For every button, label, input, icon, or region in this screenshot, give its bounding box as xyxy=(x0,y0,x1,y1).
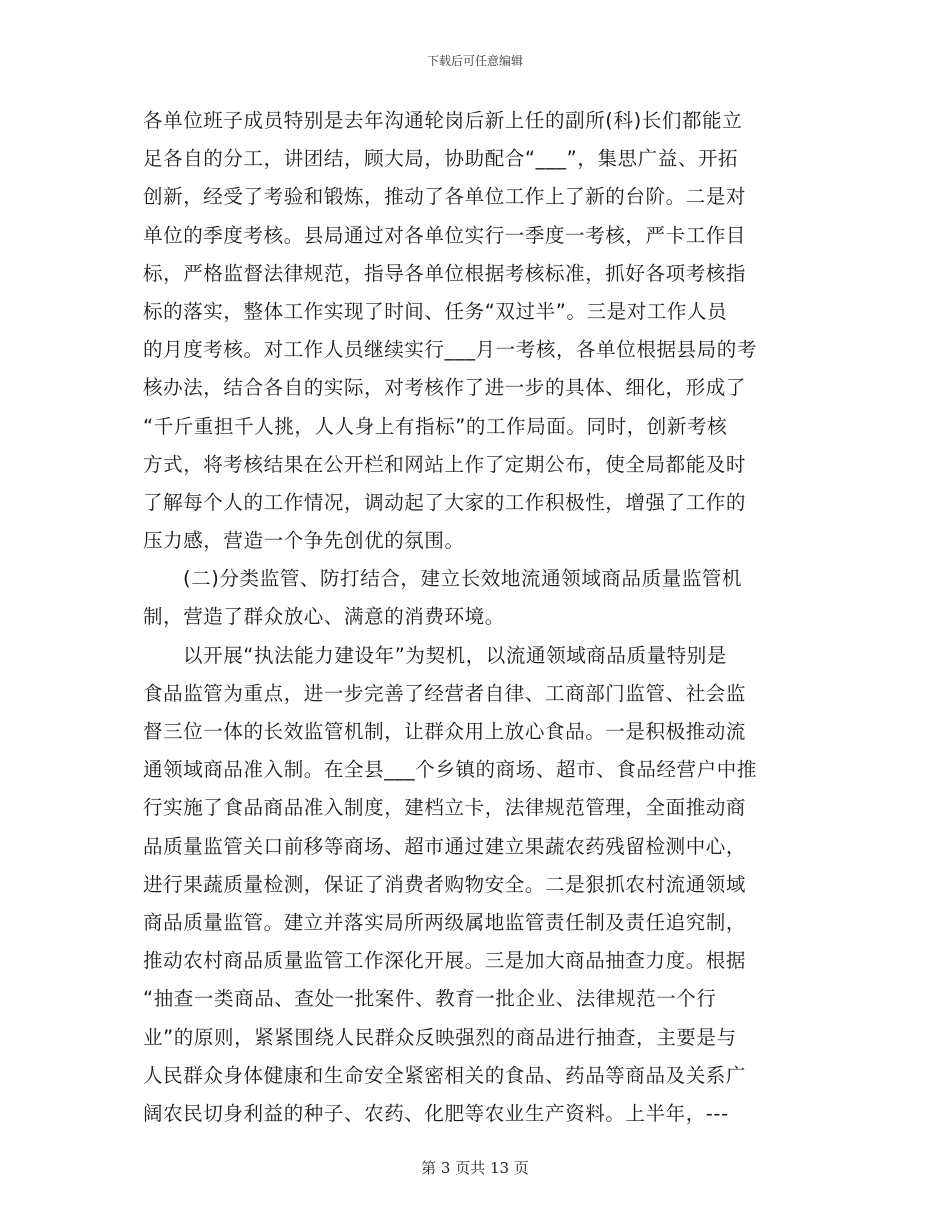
page-header: 下载后可任意编辑 xyxy=(426,54,523,68)
text-line: 阔农民切身利益的种子、农药、化肥等农业生产资料。上半年，--- xyxy=(143,1101,729,1125)
text-line: 标的落实，整体工作实现了时间、任务“双过半”。三是对工作人员 xyxy=(143,299,728,323)
text-line: 方式，将考核结果在公开栏和网站上作了定期公布，使全局都能及时 xyxy=(143,452,747,476)
text-line: 了解每个人的工作情况，调动起了大家的工作积极性，增强了工作的 xyxy=(143,490,747,514)
text-line: 督三位一体的长效监管机制，让群众用上放心食品。一是积极推动流 xyxy=(143,720,747,743)
section-heading-line: 制，营造了群众放心、满意的消费环境。 xyxy=(143,605,505,629)
text-line: 的月度考核。对工作人员继续实行___月一考核，各单位根据县局的考 xyxy=(143,338,757,362)
paragraph-first-line: 以开展“执法能力建设年”为契机，以流通领域商品质量特别是 xyxy=(183,643,728,667)
text-line: “抽查一类商品、查处一批案件、教育一批企业、法律规范一个行 xyxy=(143,987,717,1011)
text-line: 通领域商品准入制。在全县___个乡镇的商场、超市、食品经营户中推 xyxy=(143,758,757,782)
text-line: 核办法，结合各自的实际，对考核作了进一步的具体、细化，形成了 xyxy=(143,376,747,400)
text-line: 食品监管为重点，进一步完善了经营者自律、工商部门监管、社会监 xyxy=(143,681,747,705)
page-footer: 第 3 页共 13 页 xyxy=(421,1159,529,1177)
text-line: 进行果蔬质量检测，保证了消费者购物安全。二是狠抓农村流通领域 xyxy=(143,872,747,896)
text-line: “千斤重担千人挑，人人身上有指标”的工作局面。同时，创新考核 xyxy=(143,414,728,438)
text-line: 单位的季度考核。县局通过对各单位实行一季度一考核，严卡工作目 xyxy=(143,223,747,247)
document-body xyxy=(143,102,809,1133)
text-line: 商品质量监管。建立并落实局所两级属地监管责任制及责任追究制， xyxy=(143,910,747,934)
section-heading-line: (二)分类监管、防打结合，建立长效地流通领域商品质量监管机 xyxy=(183,567,743,591)
text-line: 推动农村商品质量监管工作深化开展。三是加大商品抽查力度。根据 xyxy=(143,949,747,973)
text-line: 压力感，营造一个争先创优的氛围。 xyxy=(143,529,465,553)
text-line: 品质量监管关口前移等商场、超市通过建立果蔬农药残留检测中心， xyxy=(143,834,747,858)
text-line: 创新，经受了考验和锻炼，推动了各单位工作上了新的台阶。二是对 xyxy=(143,185,747,209)
text-line: 人民群众身体健康和生命安全紧密相关的食品、药品等商品及关系广 xyxy=(143,1063,747,1087)
text-line: 行实施了食品商品准入制度，建档立卡，法律规范管理，全面推动商 xyxy=(143,796,747,820)
text-line: 各单位班子成员特别是去年沟通轮岗后新上任的副所(科)长们都能立 xyxy=(143,109,743,132)
text-line: 标，严格监督法律规范，指导各单位根据考核标准，抓好各项考核指 xyxy=(143,261,747,285)
text-line: 业”的原则，紧紧围绕人民群众反映强烈的商品进行抽查，主要是与 xyxy=(143,1025,737,1049)
text-line: 足各自的分工，讲团结，顾大局，协助配合“___”，集思广益、开拓 xyxy=(143,147,739,171)
